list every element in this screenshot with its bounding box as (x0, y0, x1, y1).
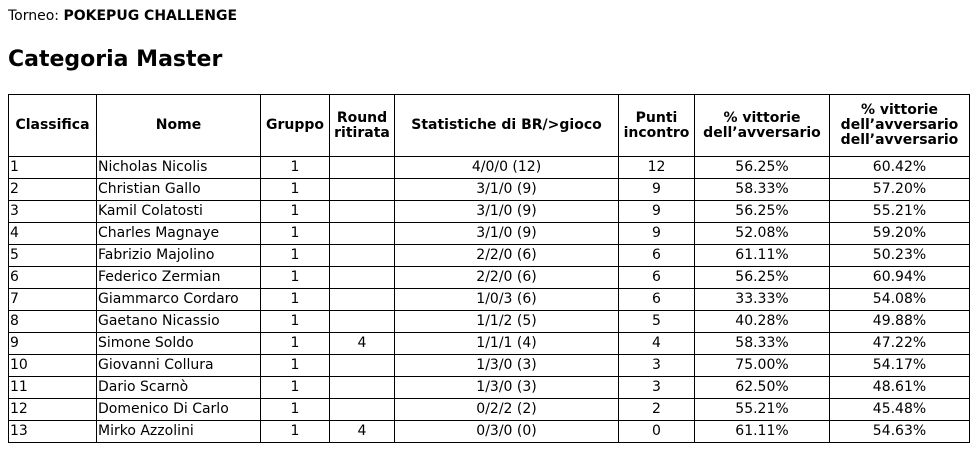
table-row (9, 157, 970, 179)
cell-rank: 9 (9, 333, 97, 355)
cell-group: 1 (261, 399, 330, 421)
cell-rank: 7 (9, 289, 97, 311)
cell-opp-opp-win-pct: 47.22% (830, 333, 970, 355)
standings-table (8, 94, 970, 443)
cell-opp-win-pct: 58.33% (695, 179, 830, 201)
cell-name: Giovanni Collura (97, 355, 261, 377)
cell-name: Gaetano Nicassio (97, 311, 261, 333)
column-header-opp-opp-win-pct-line2: dell’avversario (840, 117, 959, 133)
column-header-name: Nome (97, 95, 261, 157)
column-header-match-points (619, 95, 695, 157)
cell-opp-opp-win-pct: 60.94% (830, 267, 970, 289)
table-row (9, 333, 970, 355)
column-header-opp-opp-win-pct-line1: % vittorie (860, 102, 939, 118)
cell-opp-win-pct: 40.28% (695, 311, 830, 333)
cell-opp-win-pct: 56.25% (695, 201, 830, 223)
table-row (9, 267, 970, 289)
cell-opp-opp-win-pct: 54.17% (830, 355, 970, 377)
cell-round-retired (330, 311, 395, 333)
cell-rank: 2 (9, 179, 97, 201)
cell-opp-win-pct: 62.50% (695, 377, 830, 399)
cell-rank: 10 (9, 355, 97, 377)
table-row (9, 377, 970, 399)
cell-rank: 11 (9, 377, 97, 399)
column-header-opp-win-pct-line2: dell’avversario (703, 124, 821, 141)
cell-match-points: 0 (619, 421, 695, 443)
cell-match-points: 6 (619, 267, 695, 289)
cell-stats: 0/2/2 (2) (395, 399, 619, 421)
cell-name: Federico Zermian (97, 267, 261, 289)
category-title: Categoria Master (8, 47, 223, 72)
cell-group: 1 (261, 179, 330, 201)
cell-round-retired (330, 179, 395, 201)
cell-stats: 4/0/0 (12) (395, 157, 619, 179)
cell-opp-opp-win-pct: 49.88% (830, 311, 970, 333)
cell-rank: 13 (9, 421, 97, 443)
cell-round-retired (330, 355, 395, 377)
cell-match-points: 6 (619, 289, 695, 311)
column-header-round-retired-line2: ritirata (334, 124, 390, 141)
table-row (9, 399, 970, 421)
cell-match-points: 6 (619, 245, 695, 267)
table-header-row (9, 95, 970, 157)
cell-rank: 6 (9, 267, 97, 289)
cell-opp-win-pct: 75.00% (695, 355, 830, 377)
cell-opp-opp-win-pct: 55.21% (830, 201, 970, 223)
cell-rank: 1 (9, 157, 97, 179)
cell-group: 1 (261, 377, 330, 399)
cell-group: 1 (261, 333, 330, 355)
cell-rank: 8 (9, 311, 97, 333)
cell-opp-opp-win-pct: 57.20% (830, 179, 970, 201)
column-header-rank: Classifica (9, 95, 97, 157)
cell-round-retired (330, 289, 395, 311)
cell-opp-win-pct: 56.25% (695, 157, 830, 179)
tournament-label: Torneo: (8, 8, 60, 24)
cell-round-retired (330, 245, 395, 267)
cell-stats: 0/3/0 (0) (395, 421, 619, 443)
cell-name: Kamil Colatosti (97, 201, 261, 223)
cell-stats: 1/1/2 (5) (395, 311, 619, 333)
cell-match-points: 3 (619, 355, 695, 377)
cell-group: 1 (261, 157, 330, 179)
cell-opp-opp-win-pct: 50.23% (830, 245, 970, 267)
cell-stats: 2/2/0 (6) (395, 267, 619, 289)
cell-name: Mirko Azzolini (97, 421, 261, 443)
cell-name: Fabrizio Majolino (97, 245, 261, 267)
cell-group: 1 (261, 421, 330, 443)
cell-name: Domenico Di Carlo (97, 399, 261, 421)
cell-match-points: 9 (619, 179, 695, 201)
table-row (9, 289, 970, 311)
cell-opp-win-pct: 55.21% (695, 399, 830, 421)
cell-opp-win-pct: 61.11% (695, 421, 830, 443)
column-header-group: Gruppo (261, 95, 330, 157)
cell-rank: 3 (9, 201, 97, 223)
cell-match-points: 4 (619, 333, 695, 355)
table-row (9, 421, 970, 443)
cell-round-retired: 4 (330, 421, 395, 443)
column-header-round-retired (330, 95, 395, 157)
cell-group: 1 (261, 201, 330, 223)
table-row (9, 245, 970, 267)
cell-opp-opp-win-pct: 48.61% (830, 377, 970, 399)
table-row (9, 355, 970, 377)
cell-opp-win-pct: 58.33% (695, 333, 830, 355)
cell-round-retired (330, 377, 395, 399)
cell-round-retired (330, 399, 395, 421)
cell-stats: 2/2/0 (6) (395, 245, 619, 267)
cell-opp-opp-win-pct: 54.63% (830, 421, 970, 443)
cell-match-points: 3 (619, 377, 695, 399)
column-header-round-retired-line1: Round (336, 109, 388, 126)
cell-opp-win-pct: 33.33% (695, 289, 830, 311)
cell-name: Dario Scarnò (97, 377, 261, 399)
cell-stats: 1/0/3 (6) (395, 289, 619, 311)
cell-name: Charles Magnaye (97, 223, 261, 245)
cell-group: 1 (261, 245, 330, 267)
cell-name: Giammarco Cordaro (97, 289, 261, 311)
cell-stats: 3/1/0 (9) (395, 179, 619, 201)
cell-match-points: 9 (619, 223, 695, 245)
cell-stats: 3/1/0 (9) (395, 223, 619, 245)
column-header-opp-opp-win-pct-line3: dell’avversario (840, 132, 959, 148)
cell-match-points: 2 (619, 399, 695, 421)
cell-group: 1 (261, 267, 330, 289)
cell-group: 1 (261, 355, 330, 377)
cell-round-retired (330, 267, 395, 289)
cell-opp-opp-win-pct: 60.42% (830, 157, 970, 179)
cell-match-points: 12 (619, 157, 695, 179)
column-header-opp-opp-win-pct (830, 95, 970, 157)
cell-round-retired (330, 157, 395, 179)
table-row (9, 223, 970, 245)
cell-opp-win-pct: 61.11% (695, 245, 830, 267)
cell-round-retired (330, 201, 395, 223)
cell-stats: 3/1/0 (9) (395, 201, 619, 223)
column-header-match-points-line1: Punti (635, 109, 678, 126)
column-header-stats: Statistiche di BR/>gioco (395, 95, 619, 157)
cell-opp-win-pct: 56.25% (695, 267, 830, 289)
cell-match-points: 9 (619, 201, 695, 223)
cell-round-retired (330, 223, 395, 245)
cell-rank: 4 (9, 223, 97, 245)
cell-opp-win-pct: 52.08% (695, 223, 830, 245)
cell-rank: 12 (9, 399, 97, 421)
column-header-opp-win-pct (695, 95, 830, 157)
cell-opp-opp-win-pct: 54.08% (830, 289, 970, 311)
cell-opp-opp-win-pct: 59.20% (830, 223, 970, 245)
column-header-match-points-line2: incontro (623, 124, 690, 141)
cell-stats: 1/3/0 (3) (395, 355, 619, 377)
cell-group: 1 (261, 223, 330, 245)
cell-round-retired: 4 (330, 333, 395, 355)
column-header-opp-win-pct-line1: % vittorie (723, 109, 801, 126)
table-row (9, 179, 970, 201)
cell-group: 1 (261, 289, 330, 311)
cell-name: Nicholas Nicolis (97, 157, 261, 179)
tournament-line (8, 6, 237, 26)
cell-match-points: 5 (619, 311, 695, 333)
cell-opp-opp-win-pct: 45.48% (830, 399, 970, 421)
cell-name: Simone Soldo (97, 333, 261, 355)
tournament-name: POKEPUG CHALLENGE (63, 8, 238, 24)
cell-name: Christian Gallo (97, 179, 261, 201)
cell-stats: 1/3/0 (3) (395, 377, 619, 399)
cell-rank: 5 (9, 245, 97, 267)
cell-stats: 1/1/1 (4) (395, 333, 619, 355)
cell-group: 1 (261, 311, 330, 333)
table-row (9, 201, 970, 223)
table-row (9, 311, 970, 333)
